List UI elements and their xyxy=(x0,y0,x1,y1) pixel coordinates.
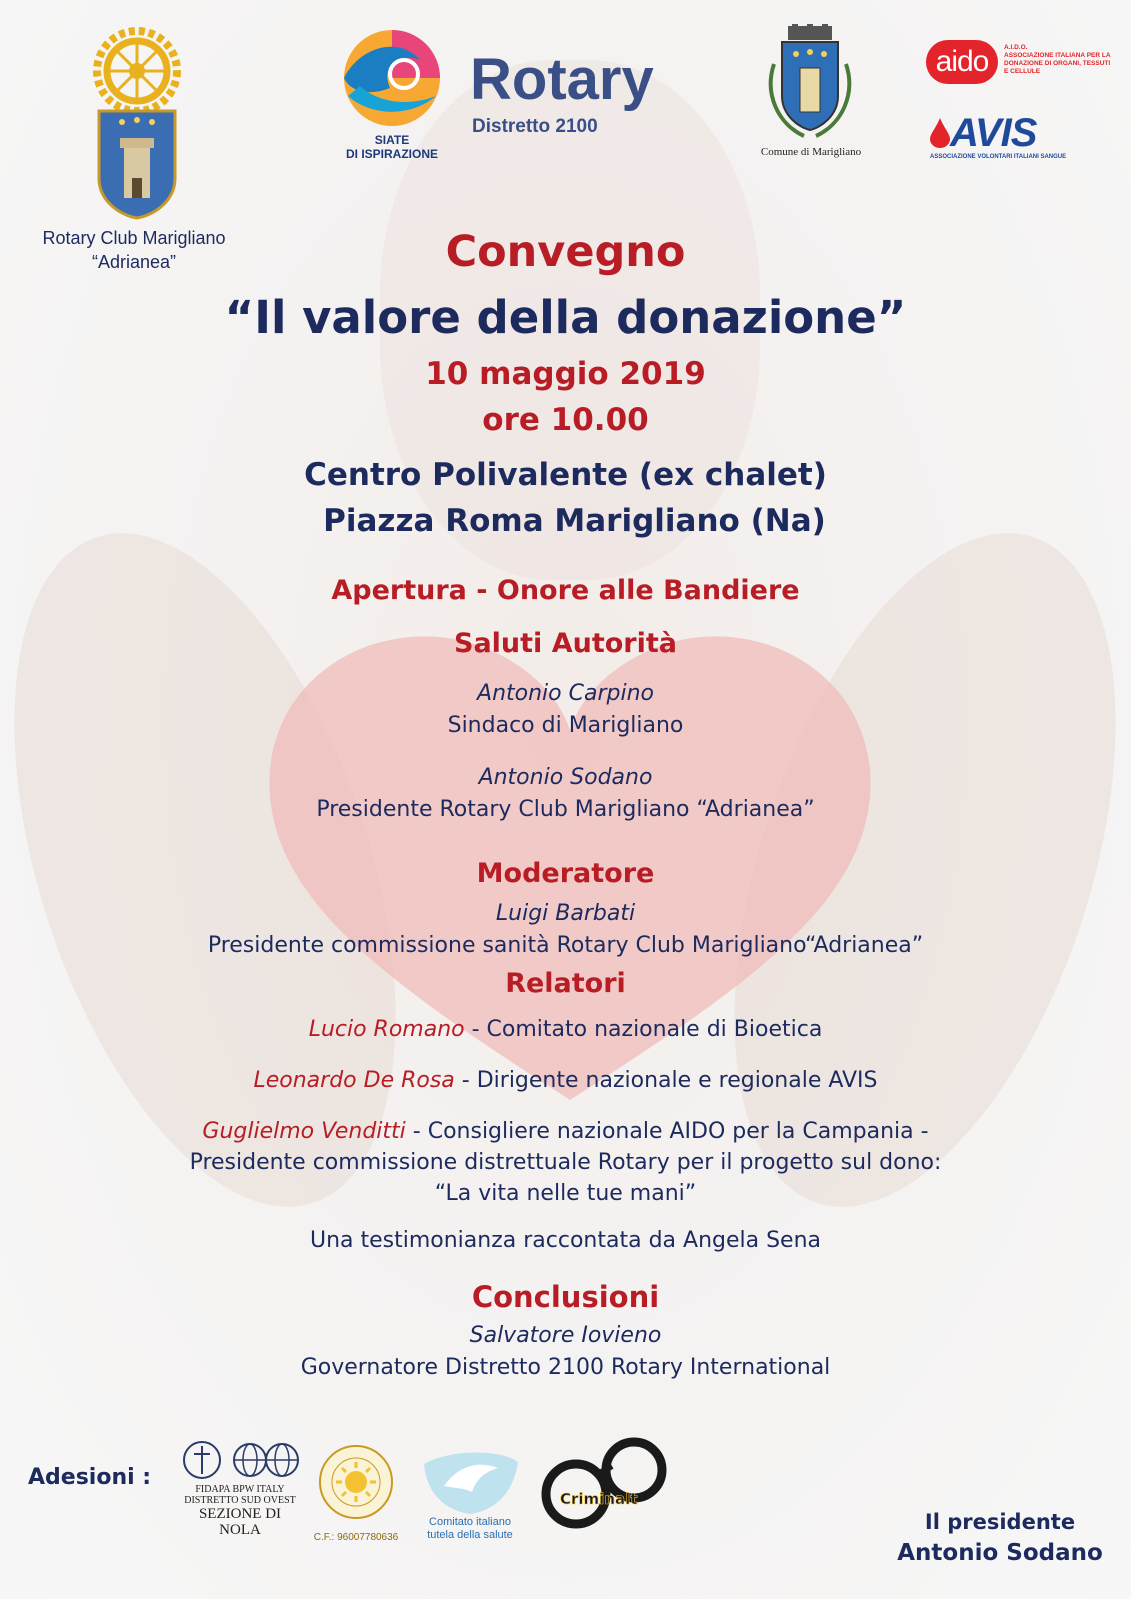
event-title: “Il valore della donazione” xyxy=(224,291,907,344)
moderator-name: Luigi Barbati xyxy=(495,901,636,926)
relatore-2 xyxy=(0,1066,1131,1096)
criminalt-label: Criminalt xyxy=(560,1490,638,1508)
club-crest-icon xyxy=(96,108,178,220)
convegno-heading: Convegno xyxy=(445,227,686,277)
presidente-name: Antonio Sodano xyxy=(897,1540,1103,1566)
fidapa-line1: FIDAPA BPW ITALY xyxy=(195,1484,285,1495)
relatore-2-role: - Dirigente nazionale e regionale AVIS xyxy=(454,1068,878,1093)
presidente-label: Il presidente xyxy=(924,1510,1076,1534)
conclusioni-role: Governatore Distretto 2100 Rotary International xyxy=(300,1355,831,1380)
relatore-3-role: - Consigliere nazionale AIDO per la Campania - xyxy=(405,1119,929,1144)
club-name-line1: Rotary Club Marigliano xyxy=(42,228,226,248)
rotary-wheel-icon xyxy=(92,26,182,116)
relatore-2-name: Leonardo De Rosa xyxy=(253,1068,455,1093)
aido-logo: aido xyxy=(926,40,998,84)
handcuffs-icon xyxy=(540,1432,670,1534)
bpw-globe-icon xyxy=(232,1440,300,1480)
apertura-heading: Apertura - Onore alle Bandiere xyxy=(331,575,800,606)
aido-desc-line3: DONAZIONE DI ORGANI, TESSUTI xyxy=(1004,60,1111,67)
dove-icon xyxy=(418,1446,522,1516)
conclusioni-heading: Conclusioni xyxy=(471,1280,660,1314)
relatore-3-name: Guglielmo Venditti xyxy=(202,1119,406,1144)
saluti-heading: Saluti Autorità xyxy=(454,628,677,659)
siate-text xyxy=(330,133,454,161)
event-date: 10 maggio 2019 xyxy=(425,356,706,392)
speaker1-role: Sindaco di Marigliano xyxy=(447,713,684,738)
comitato-line1: Comitato italiano xyxy=(429,1516,511,1528)
moderator-role: Presidente commissione sanità Rotary Club Marigliano“Adrianea” xyxy=(207,933,924,958)
speaker2-role: Presidente Rotary Club Marigliano “Adrianea” xyxy=(316,797,815,822)
avis-wordmark: AVIS xyxy=(950,111,1037,155)
rotary-wordmark: Rotary xyxy=(470,47,654,112)
comitato-text xyxy=(404,1516,536,1542)
siate-line2: DI ISPIRAZIONE xyxy=(345,147,438,161)
aido-description xyxy=(1004,44,1128,76)
fidapa-line3: SEZIONE DI xyxy=(198,1506,282,1522)
event-time: ore 10.00 xyxy=(482,402,649,438)
testimonianza: Una testimonianza raccontata da Angela Sena xyxy=(309,1228,822,1253)
avis-logo xyxy=(928,112,1036,154)
avis-description: ASSOCIAZIONE VOLONTARI ITALIANI SANGUE xyxy=(930,154,1067,160)
comune-name: Comune di Marigliano xyxy=(760,146,862,158)
siate-line1: SIATE xyxy=(374,133,410,147)
relatore-1-name: Lucio Romano xyxy=(308,1017,465,1042)
siate-wave-icon xyxy=(340,26,444,130)
conclusioni-name: Salvatore Iovieno xyxy=(469,1323,662,1348)
relatore-3-role-line2: Presidente commissione distrettuale Rotary per il progetto sul dono: xyxy=(189,1150,942,1175)
adesioni-label: Adesioni : xyxy=(28,1465,152,1490)
relatore-3-role-line3: “La vita nelle tue mani” xyxy=(434,1181,697,1206)
relatore-1 xyxy=(0,1015,1131,1045)
speaker2-name: Antonio Sodano xyxy=(478,765,653,790)
comitato-line2: tutela della salute xyxy=(427,1529,513,1541)
club-name-line2: “Adrianea” xyxy=(91,252,177,272)
fidapa-line4: NOLA xyxy=(219,1522,261,1538)
comune-crest-icon xyxy=(760,24,860,142)
fidapa-line2: DISTRETTO SUD OVEST xyxy=(184,1495,296,1506)
meridies-cf: C.F.: 96007780636 xyxy=(313,1532,399,1543)
aido-desc-line2: ASSOCIAZIONE ITALIANA PER LA xyxy=(1004,52,1111,59)
aido-desc-line1: A.I.D.O. xyxy=(1004,44,1028,51)
rotary-district: Distretto 2100 xyxy=(472,116,598,137)
venue-line1: Centro Polivalente (ex chalet) xyxy=(304,457,827,493)
fidapa-text xyxy=(170,1484,310,1538)
sun-icon xyxy=(318,1444,394,1520)
fidapa-icon xyxy=(182,1438,222,1482)
venue-line2: Piazza Roma Marigliano (Na) xyxy=(323,503,826,539)
moderatore-heading: Moderatore xyxy=(476,858,655,889)
relatori-heading: Relatori xyxy=(505,968,626,999)
speaker1-name: Antonio Carpino xyxy=(477,681,654,706)
aido-desc-line4: E CELLULE xyxy=(1004,68,1041,75)
relatore-1-role: - Comitato nazionale di Bioetica xyxy=(464,1017,823,1042)
relatore-3 xyxy=(0,1117,1131,1147)
